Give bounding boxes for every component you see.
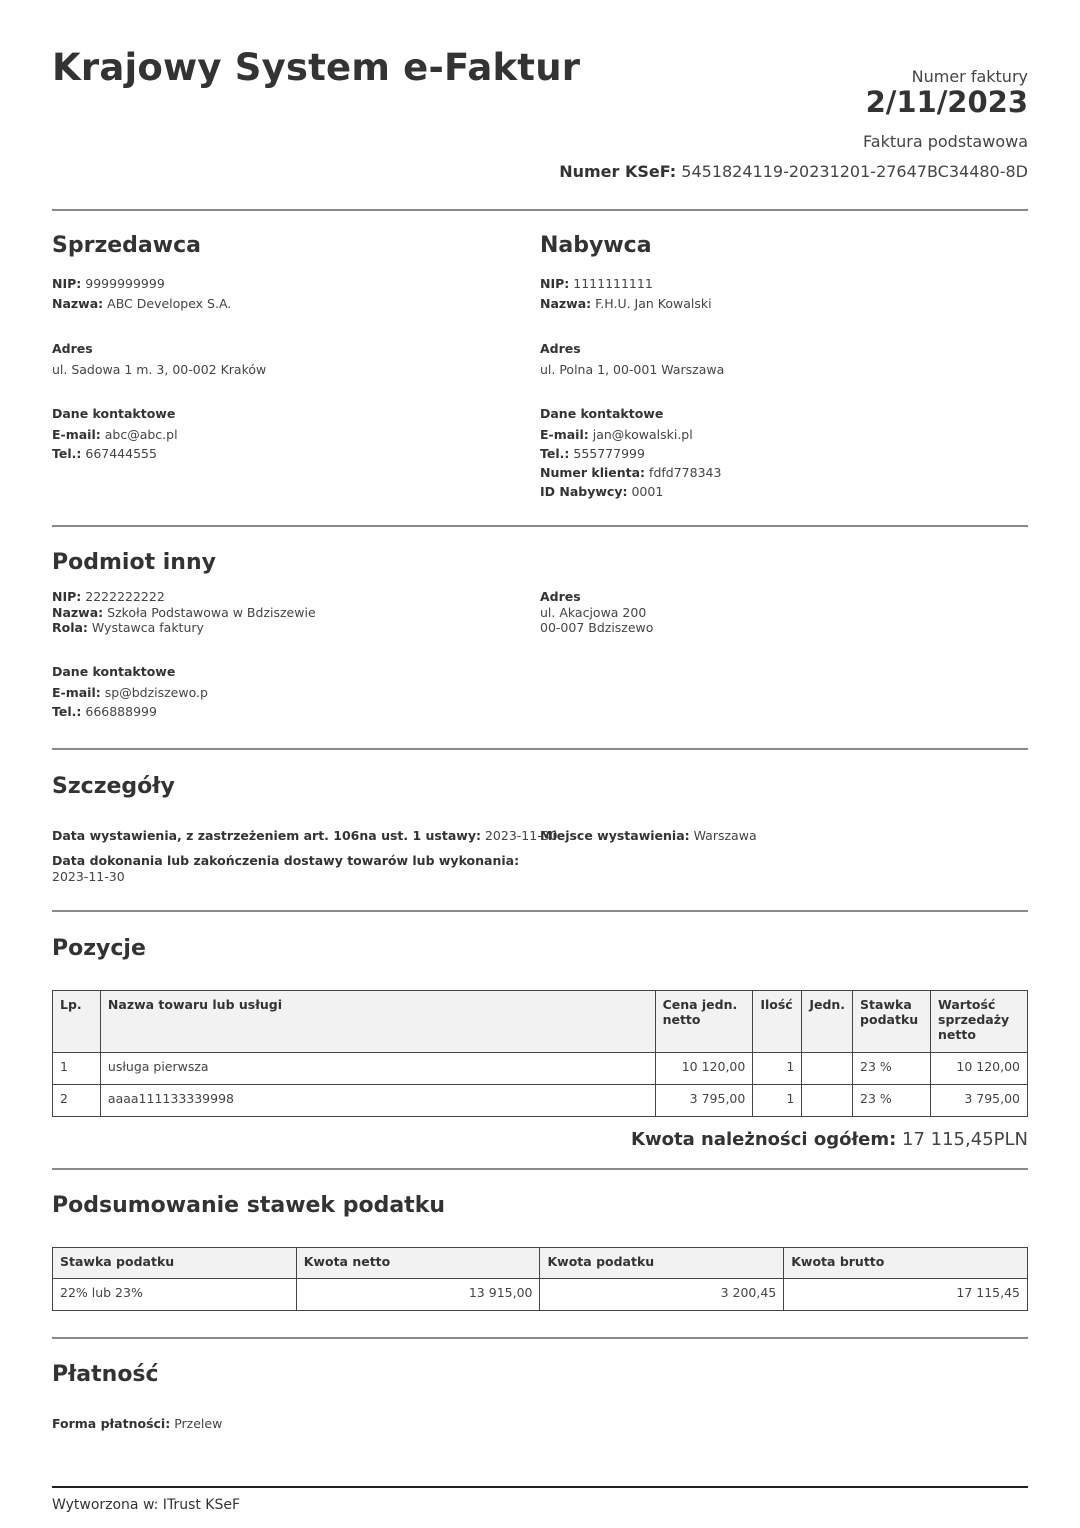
tax-summary-title: Podsumowanie stawek podatku [52, 1193, 445, 1218]
cell-value: 3 795,00 [931, 1085, 1028, 1117]
seller-title: Sprzedawca [52, 233, 201, 258]
buyer-id-value: 0001 [631, 484, 664, 499]
seller-nip-value: 9999999999 [85, 276, 165, 291]
invoice-number-label: Numer faktury [911, 67, 1028, 86]
issue-place [540, 828, 757, 843]
col-tax-gross: Kwota brutto [784, 1248, 1028, 1279]
tax-header-row [53, 1248, 1028, 1279]
cell-unit [802, 1085, 853, 1117]
issue-date [52, 828, 558, 843]
divider [52, 209, 1028, 211]
col-qty: Ilość [753, 991, 802, 1053]
issue-place-label: Miejsce wystawienia: [540, 828, 690, 843]
divider [52, 910, 1028, 912]
col-name: Nazwa towaru lub usługi [100, 991, 655, 1053]
seller-contact-title: Dane kontaktowe [52, 406, 176, 421]
issue-date-value: 2023-11-30 [484, 828, 558, 843]
seller-address: ul. Sadowa 1 m. 3, 00-002 Kraków [52, 362, 267, 377]
other-role-label: Rola: [52, 620, 88, 635]
other-nip-value: 2222222222 [85, 589, 165, 604]
other-phone-label: Tel.: [52, 704, 82, 719]
cell-qty: 1 [753, 1085, 802, 1117]
other-email-label: E-mail: [52, 685, 101, 700]
seller-phone-value: 667444555 [85, 446, 157, 461]
buyer-nip-value: 1111111111 [573, 276, 653, 291]
buyer-name-label: Nazwa: [540, 296, 592, 311]
buyer-id-label: ID Nabywcy: [540, 484, 628, 499]
cell-name: aaaa111133339998 [100, 1085, 655, 1117]
buyer-email-label: E-mail: [540, 427, 589, 442]
other-nip [52, 589, 165, 604]
seller-name-label: Nazwa: [52, 296, 104, 311]
buyer-phone-value: 555777999 [573, 446, 645, 461]
cell-name: usługa pierwsza [100, 1053, 655, 1085]
seller-phone-label: Tel.: [52, 446, 82, 461]
issue-date-label: Data wystawienia, z zastrzeżeniem art. 106na ust. 1 ustawy: [52, 828, 481, 843]
cell-price: 10 120,00 [655, 1053, 753, 1085]
items-title: Pozycje [52, 936, 146, 961]
brand-title: Krajowy System e-Faktur [52, 46, 581, 89]
buyer-client-number-value: fdfd778343 [649, 465, 722, 480]
seller-email [52, 427, 178, 442]
other-phone [52, 704, 157, 719]
seller-name [52, 296, 231, 311]
other-address-line2: 00-007 Bdziszewo [540, 620, 654, 635]
invoice-type: Faktura podstawowa [863, 132, 1028, 151]
payment-title: Płatność [52, 1362, 159, 1387]
divider [52, 525, 1028, 527]
payment-method [52, 1416, 222, 1431]
ksef-number: 5451824119-20231201-27647BC34480-8D [681, 162, 1028, 181]
cell-price: 3 795,00 [655, 1085, 753, 1117]
buyer-email-value: jan@kowalski.pl [592, 427, 693, 442]
other-email-value: sp@bdziszewo.p [104, 685, 208, 700]
delivery-date-value: 2023-11-30 [52, 869, 125, 884]
col-price-line1: Cena jedn. [662, 997, 738, 1012]
cell-tax-net: 13 915,00 [296, 1279, 540, 1311]
cell-lp: 1 [53, 1053, 101, 1085]
table-row [53, 1085, 1028, 1117]
table-row [53, 1279, 1028, 1311]
buyer-email [540, 427, 693, 442]
ksef-number-line [559, 162, 1028, 181]
buyer-name-value: F.H.U. Jan Kowalski [595, 296, 712, 311]
col-value [931, 991, 1028, 1053]
divider [52, 1337, 1028, 1339]
col-value-line2: sprzedaży [938, 1012, 1010, 1027]
buyer-phone [540, 446, 645, 461]
footer-divider [52, 1486, 1028, 1488]
buyer-title: Nabywca [540, 233, 652, 258]
divider [52, 1168, 1028, 1170]
payment-method-value: Przelew [174, 1416, 223, 1431]
other-email [52, 685, 208, 700]
cell-rate: 23 % [853, 1053, 931, 1085]
seller-email-label: E-mail: [52, 427, 101, 442]
invoice-number: 2/11/2023 [865, 85, 1028, 119]
other-nip-label: NIP: [52, 589, 82, 604]
col-rate-line2: podatku [860, 1012, 919, 1027]
col-tax-net: Kwota netto [296, 1248, 540, 1279]
seller-name-value: ABC Developex S.A. [107, 296, 232, 311]
items-header-row [53, 991, 1028, 1053]
cell-value: 10 120,00 [931, 1053, 1028, 1085]
cell-qty: 1 [753, 1053, 802, 1085]
buyer-phone-label: Tel.: [540, 446, 570, 461]
col-rate-line1: Stawka [860, 997, 912, 1012]
buyer-client-number [540, 465, 721, 480]
buyer-contact-title: Dane kontaktowe [540, 406, 664, 421]
col-tax-amount: Kwota podatku [540, 1248, 784, 1279]
other-contact-title: Dane kontaktowe [52, 664, 176, 679]
col-rate [853, 991, 931, 1053]
issue-place-value: Warszawa [693, 828, 757, 843]
other-name-value: Szkoła Podstawowa w Bdziszewie [107, 605, 316, 620]
other-address-line1: ul. Akacjowa 200 [540, 605, 647, 620]
buyer-nip-label: NIP: [540, 276, 570, 291]
col-lp: Lp. [53, 991, 101, 1053]
delivery-date-label: Data dokonania lub zakończenia dostawy towarów lub wykonania: [52, 853, 520, 868]
cell-tax-amount: 3 200,45 [540, 1279, 784, 1311]
buyer-name [540, 296, 712, 311]
other-phone-value: 666888999 [85, 704, 157, 719]
items-table [52, 990, 1028, 1117]
col-value-line1: Wartość [938, 997, 996, 1012]
col-price [655, 991, 753, 1053]
other-role [52, 620, 204, 635]
buyer-client-number-label: Numer klienta: [540, 465, 646, 480]
col-unit: Jedn. [802, 991, 853, 1053]
other-entity-title: Podmiot inny [52, 550, 216, 575]
buyer-nip [540, 276, 653, 291]
cell-lp: 2 [53, 1085, 101, 1117]
buyer-address-title: Adres [540, 341, 581, 356]
other-name-label: Nazwa: [52, 605, 104, 620]
buyer-address: ul. Polna 1, 00-001 Warszawa [540, 362, 725, 377]
seller-address-title: Adres [52, 341, 93, 356]
col-tax-rate: Stawka podatku [53, 1248, 297, 1279]
tax-summary-table [52, 1247, 1028, 1311]
footer-generated-by: Wytworzona w: ITrust KSeF [52, 1497, 241, 1513]
seller-nip [52, 276, 165, 291]
seller-email-value: abc@abc.pl [104, 427, 178, 442]
col-price-line2: netto [662, 1012, 701, 1027]
cell-tax-gross: 17 115,45 [784, 1279, 1028, 1311]
divider [52, 748, 1028, 750]
table-row [53, 1053, 1028, 1085]
seller-nip-label: NIP: [52, 276, 82, 291]
cell-unit [802, 1053, 853, 1085]
other-role-value: Wystawca faktury [91, 620, 204, 635]
total-due [631, 1129, 1028, 1150]
col-value-line3: netto [938, 1027, 976, 1042]
invoice-page [52, 0, 1028, 1528]
cell-rate: 23 % [853, 1085, 931, 1117]
other-address-title: Adres [540, 589, 581, 604]
ksef-label: Numer KSeF: [559, 162, 677, 181]
seller-phone [52, 446, 157, 461]
other-name [52, 605, 316, 620]
buyer-id [540, 484, 663, 499]
details-title: Szczegóły [52, 774, 175, 799]
payment-method-label: Forma płatności: [52, 1416, 171, 1431]
total-due-value: 17 115,45PLN [902, 1129, 1028, 1150]
total-due-label: Kwota należności ogółem: [631, 1129, 897, 1150]
cell-tax-rate: 22% lub 23% [53, 1279, 297, 1311]
